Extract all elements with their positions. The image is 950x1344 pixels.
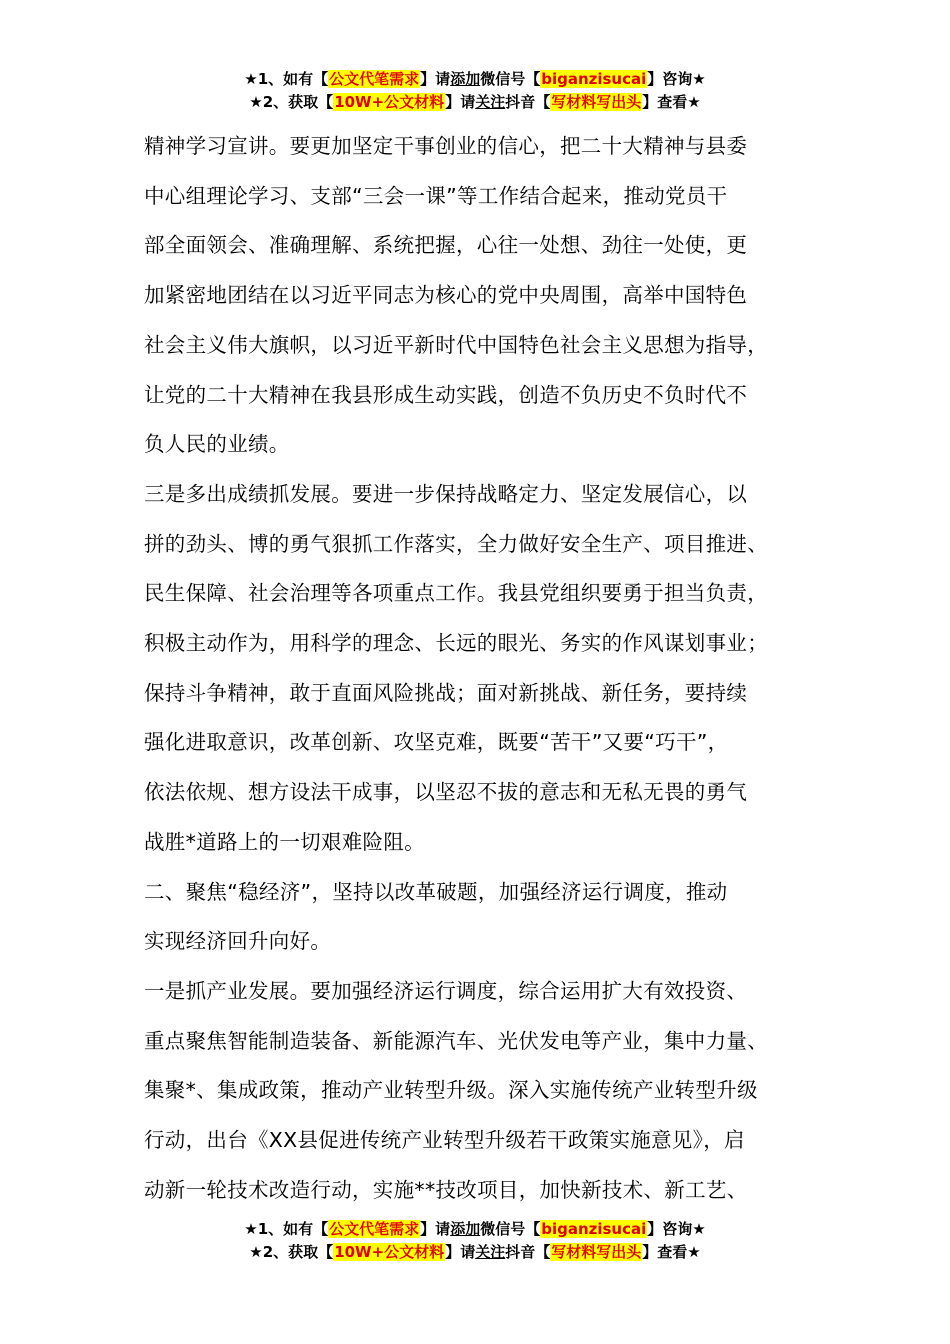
promo-text: 】查看★: [642, 1243, 701, 1261]
promo-text: 抖音【: [505, 93, 551, 111]
promo-line-1: [0, 68, 950, 91]
promo-text: ★2、获取【: [249, 93, 334, 111]
document-body: [144, 122, 834, 1215]
promo-text: ★1、如有【: [244, 70, 329, 88]
promo-text: 】查看★: [642, 93, 701, 111]
highlight-materials: 10W+公文材料: [334, 1243, 445, 1261]
promo-text: 】请: [445, 1243, 476, 1261]
underlined-add: 添加: [450, 1220, 481, 1238]
promo-line-1: [0, 1218, 950, 1241]
highlight-wechat-id: biganzisucai: [541, 70, 647, 88]
highlight-service: 公文代笔需求: [329, 1220, 420, 1238]
promo-banner-bottom: [0, 1218, 950, 1264]
promo-line-2: [0, 91, 950, 114]
paragraph: 一是抓产业发展。要加强经济运行调度，综合运用扩大有效投资、 重点聚焦智能制造装备、新能源汽车、光伏发电等产业，集中力量、 集聚*、集成政策，推动产业转型升级。深入实施传统产业转型升级 行动，出台《XX县促进传统产业转型升级若干政策实施意见》，启 动新一轮技术改造行动，实施**技改项目，加快新技术、新工艺、: [144, 978, 768, 1202]
promo-line-2: [0, 1241, 950, 1264]
underlined-follow: 关注: [475, 1243, 506, 1261]
section-heading: 二、聚焦“稳经济”，坚持以改革破题，加强经济运行调度，推动 实现经济回升向好。: [144, 879, 728, 954]
paragraph: 三是多出成绩抓发展。要进一步保持战略定力、坚定发展信心，以 拼的劲头、博的勇气狠抓工作落实，全力做好安全生产、项目推进、 民生保障、社会治理等各项重点工作。我县党组织要勇于担当负责， 积极主动作为，用科学的理念、长远的眼光、务实的作风谋划事业； 保持斗争精神，敢于直面风险挑战；面对新挑战、新任务，要持续 强化进取意识，改革创新、攻坚克难，既要“苦干”又要“巧干”， 依法依规、想方设法干成事，以坚忍不拔的意志和无私无畏的勇气 战胜*道路上的一切艰难险阻。: [144, 481, 768, 854]
promo-text: 】咨询★: [647, 70, 706, 88]
highlight-douyin-account: 写材料写出头: [551, 93, 642, 111]
paragraph: 精神学习宣讲。要更加坚定干事创业的信心，把二十大精神与县委 中心组理论学习、支部“三会一课”等工作结合起来，推动党员干 部全面领会、准确理解、系统把握，心往一处想、劲往一处使，更 加紧密地团结在以习近平同志为核心的党中央周围，高举中国特色 社会主义伟大旗帜，以习近平新时代中国特色社会主义思想为指导， 让党的二十大精神在我县形成生动实践，创造不负历史不负时代不 负人民的业绩。: [144, 134, 768, 457]
underlined-follow: 关注: [475, 93, 506, 111]
underlined-add: 添加: [450, 70, 481, 88]
promo-text: ★2、获取【: [249, 1243, 334, 1261]
promo-text: 】咨询★: [647, 1220, 706, 1238]
promo-text: ★1、如有【: [244, 1220, 329, 1238]
highlight-douyin-account: 写材料写出头: [551, 1243, 642, 1261]
promo-text: 】请: [420, 70, 451, 88]
promo-text: 】请: [420, 1220, 451, 1238]
highlight-service: 公文代笔需求: [329, 70, 420, 88]
highlight-wechat-id: biganzisucai: [541, 1220, 647, 1238]
promo-text: 】请: [445, 93, 476, 111]
promo-text: 微信号【: [480, 70, 541, 88]
promo-banner-top: [0, 68, 950, 114]
promo-text: 微信号【: [480, 1220, 541, 1238]
highlight-materials: 10W+公文材料: [334, 93, 445, 111]
promo-text: 抖音【: [505, 1243, 551, 1261]
